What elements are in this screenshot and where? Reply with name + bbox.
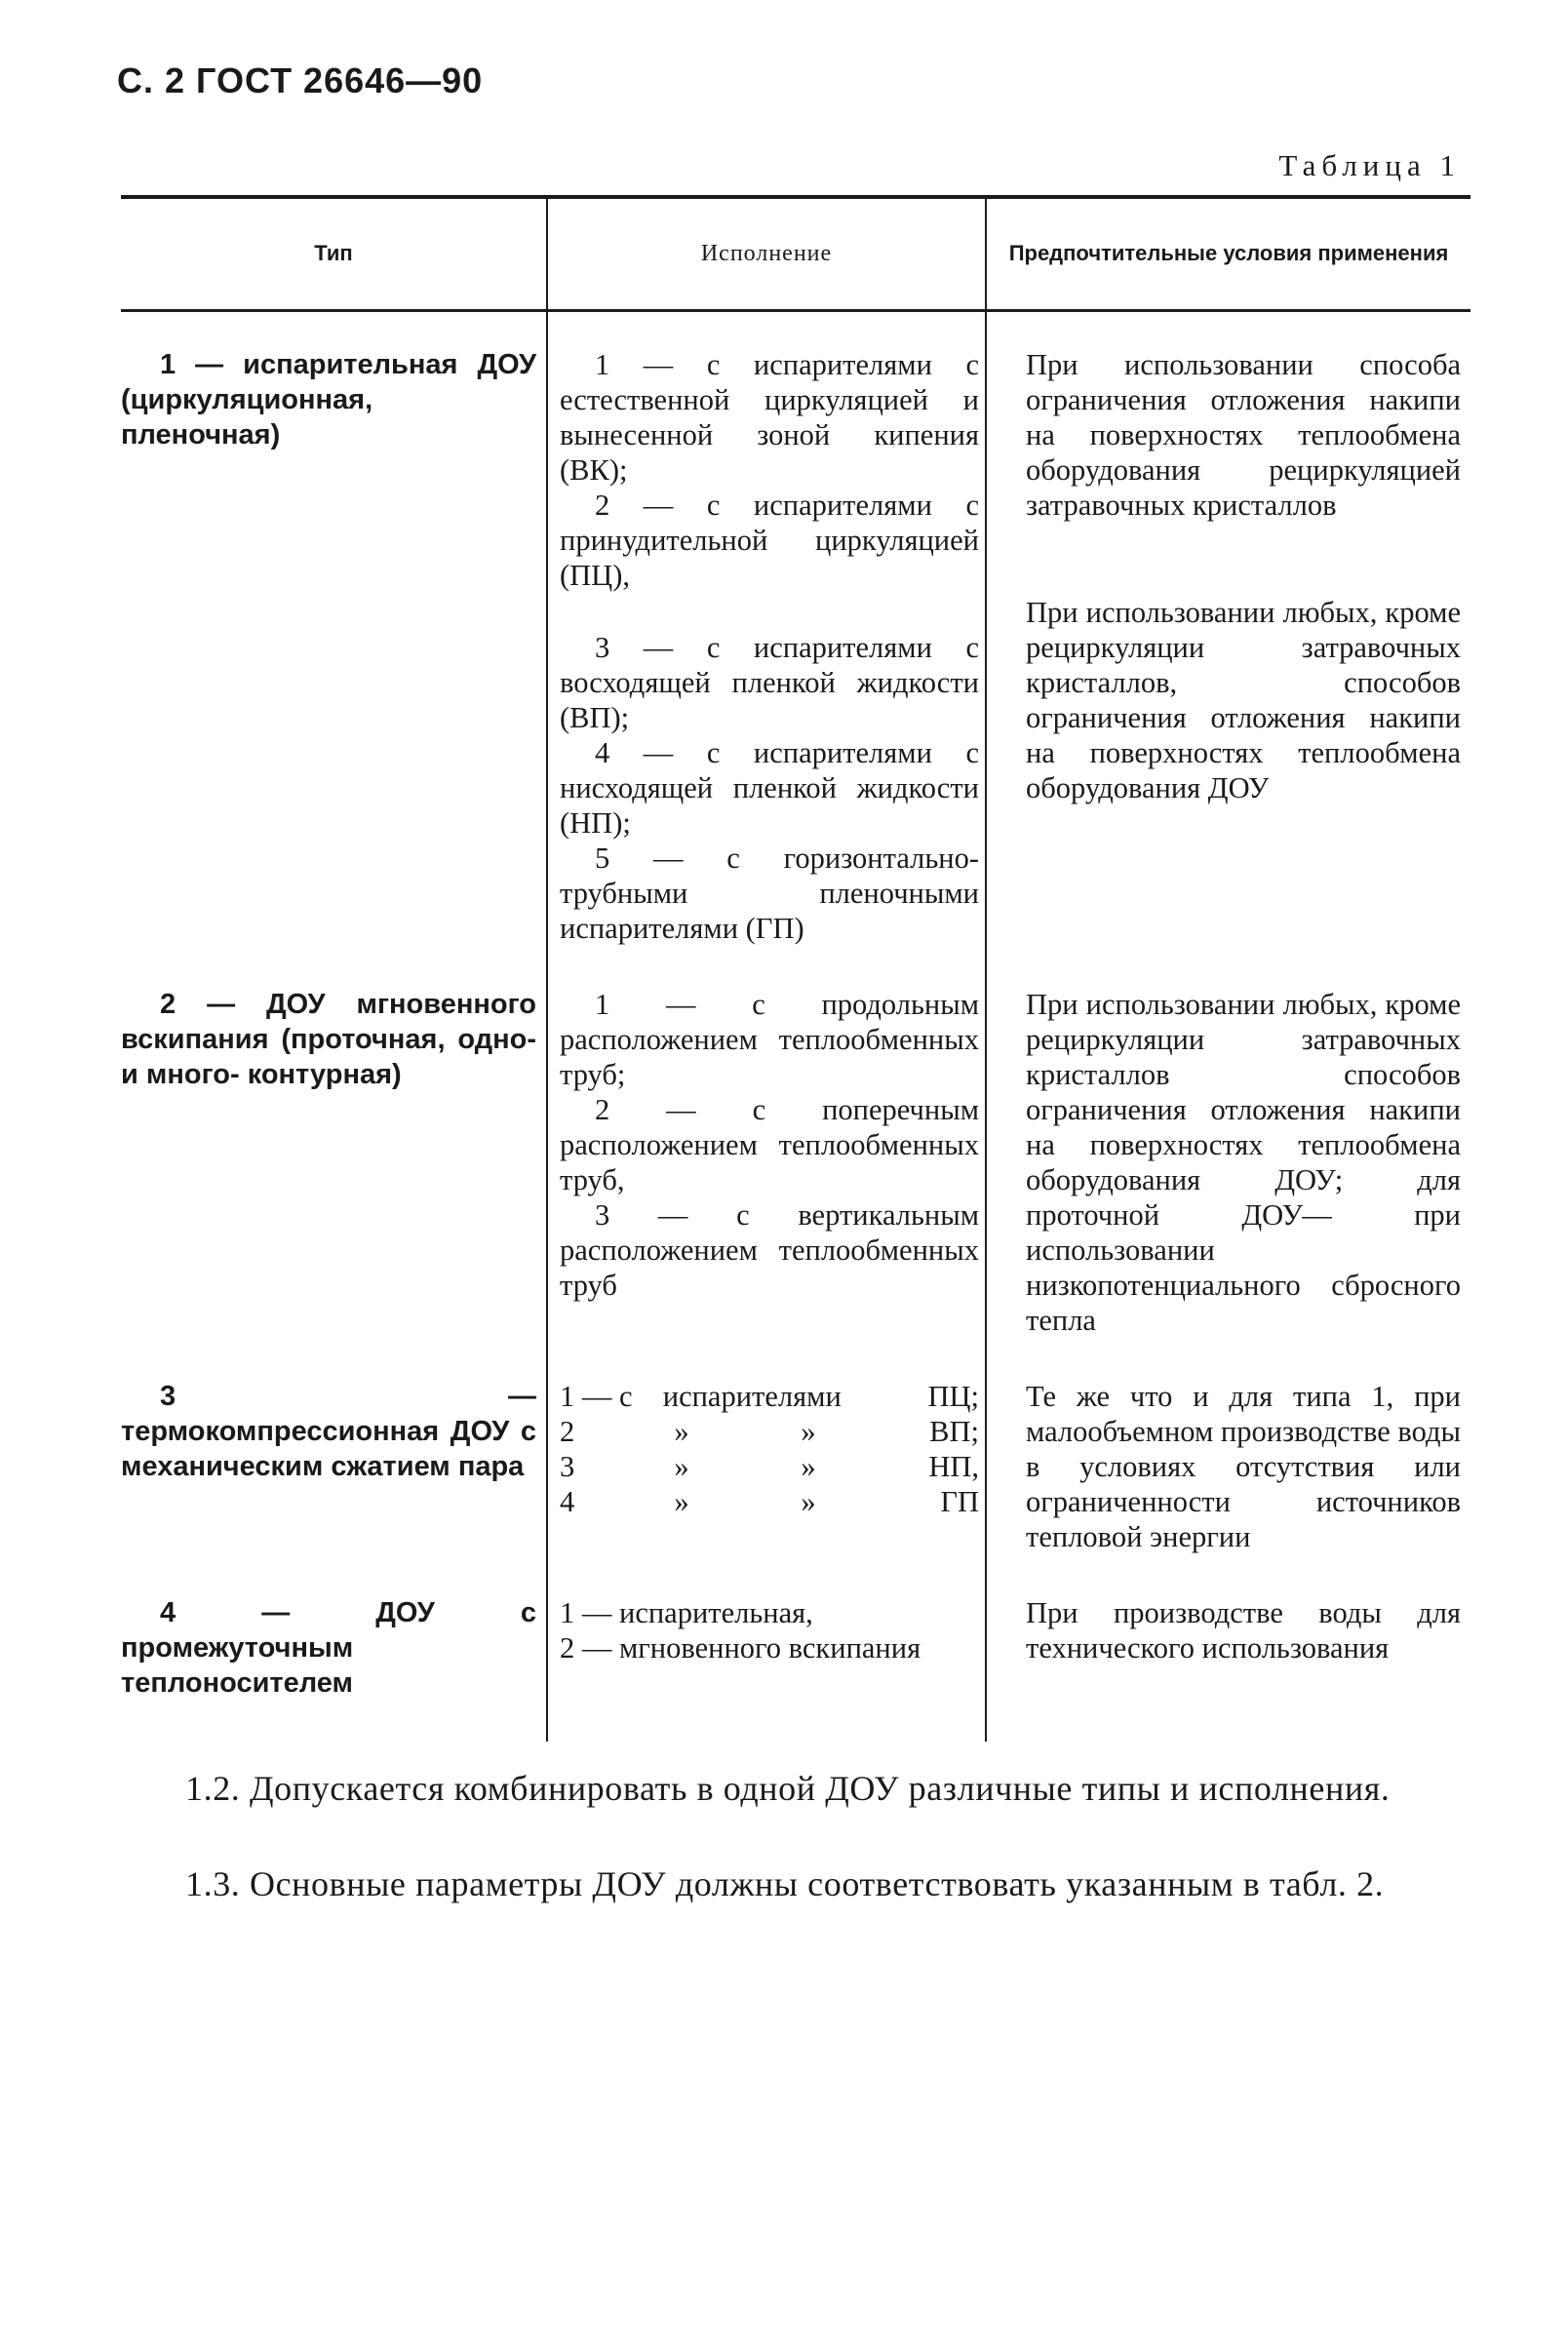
type-text: 1 — испарительная ДОУ (циркуляционная, пленочная): [121, 348, 536, 450]
type-text: 2 — ДОУ мгновенного вскипания (проточная, одно- и много- контурная): [121, 988, 536, 1090]
execution-item: 2 — с испарителями с принудительной циркуляцией (ПЦ),: [560, 488, 979, 592]
table-row: [121, 1554, 1470, 1742]
execution-code: ПЦ;: [927, 1379, 979, 1413]
execution-item: [560, 1379, 979, 1414]
ditto-mark: »: [674, 1414, 689, 1448]
type-cell: [121, 946, 547, 1338]
execution-num: 4: [560, 1484, 575, 1518]
conditions-text: При использовании способа ограничения отложения накипи на поверхностях теплообмена оборудования рециркуляцией затравочных кристаллов: [1026, 347, 1461, 522]
conditions-cell: [986, 1554, 1470, 1742]
type-text: 3 — термокомпрессионная ДОУ с механическим сжатием пара: [121, 1380, 536, 1482]
table-1: [121, 195, 1470, 1742]
paragraph-1-2: 1.2. Допускается комбинировать в одной ДОУ различные типы и исполнения.: [185, 1769, 1391, 1808]
type-cell: [121, 1338, 547, 1554]
execution-item: 3 — с вертикальным расположением теплообменных труб: [560, 1197, 979, 1302]
conditions-cell: [986, 310, 1470, 946]
conditions-text: При использовании любых, кроме рециркуляции затравочных кристаллов, способов ограничения отложения накипи на поверхностях теплообмена оборудования ДОУ: [1026, 595, 1461, 804]
column-header-execution: Исполнение: [547, 197, 986, 310]
paragraph-1-3: 1.3. Основные параметры ДОУ должны соответствовать указанным в табл. 2.: [185, 1864, 1385, 1903]
execution-item: 3 — с испарителями с восходящей пленкой жидкости (ВП);: [560, 630, 979, 734]
execution-num: 2: [560, 1414, 575, 1448]
ditto-mark: »: [674, 1449, 689, 1483]
execution-cell: [547, 1338, 986, 1554]
table-header-row: [121, 197, 1470, 310]
execution-cell: [547, 946, 986, 1338]
table-row: [121, 1338, 1470, 1554]
execution-item: 2 — с поперечным расположением теплообменных труб,: [560, 1092, 979, 1196]
table-row: [121, 310, 1470, 946]
execution-code: ГП: [940, 1484, 979, 1518]
conditions-text: Те же что и для типа 1, при малообъемном производстве воды в условиях отсутствия или ограниченности источников тепловой энергии: [1026, 1379, 1462, 1553]
execution-item: 2 — мгновенного вскипания: [560, 1630, 921, 1665]
execution-item: 1 — с испарителями с естественной циркуляцией и вынесенной зоной кипения (ВК);: [560, 347, 979, 487]
execution-item: 1 — испарительная,: [560, 1595, 813, 1629]
column-header-type: Тип: [121, 197, 547, 310]
type-cell: [121, 310, 547, 946]
conditions-cell: [986, 946, 1470, 1338]
execution-code: ВП;: [929, 1414, 979, 1448]
execution-num: 1 — с: [560, 1379, 633, 1413]
column-header-conditions: Предпочтительные условия применения: [986, 197, 1470, 310]
ditto-mark: »: [674, 1484, 689, 1518]
execution-desc: испарителями: [662, 1379, 842, 1413]
ditto-mark: »: [801, 1414, 816, 1448]
conditions-text: При использовании любых, кроме рециркуляции затравочных кристаллов способов ограничения отложения накипи на поверхностях теплообмена оборудования ДОУ; для проточной ДОУ— при использовании низкопотенциального сбросного тепла: [1026, 987, 1461, 1337]
conditions-cell: [986, 1338, 1470, 1554]
execution-item: [560, 1449, 979, 1484]
execution-num: 3: [560, 1449, 575, 1483]
execution-cell: [547, 310, 986, 946]
execution-item: 1 — с продольным расположением теплообменных труб;: [560, 987, 979, 1091]
ditto-mark: »: [801, 1449, 816, 1483]
execution-item: 4 — с испарителями с нисходящей пленкой жидкости (НП);: [560, 735, 979, 840]
execution-code: НП,: [928, 1449, 979, 1483]
execution-cell: [547, 1554, 986, 1742]
execution-item: [560, 1414, 979, 1449]
type-text: 4 — ДОУ с промежуточным теплоносителем: [121, 1596, 536, 1699]
ditto-mark: »: [801, 1484, 816, 1518]
page-header: С. 2 ГОСТ 26646—90: [117, 60, 484, 100]
table-label: Таблица 1: [1278, 148, 1461, 182]
conditions-text: При производстве воды для технического использования: [1026, 1595, 1461, 1665]
table-row: [121, 946, 1470, 1338]
execution-item: 5 — с горизонтально-трубными пленочными испарителями (ГП): [560, 841, 979, 945]
type-cell: [121, 1554, 547, 1742]
execution-item: [560, 1484, 979, 1519]
